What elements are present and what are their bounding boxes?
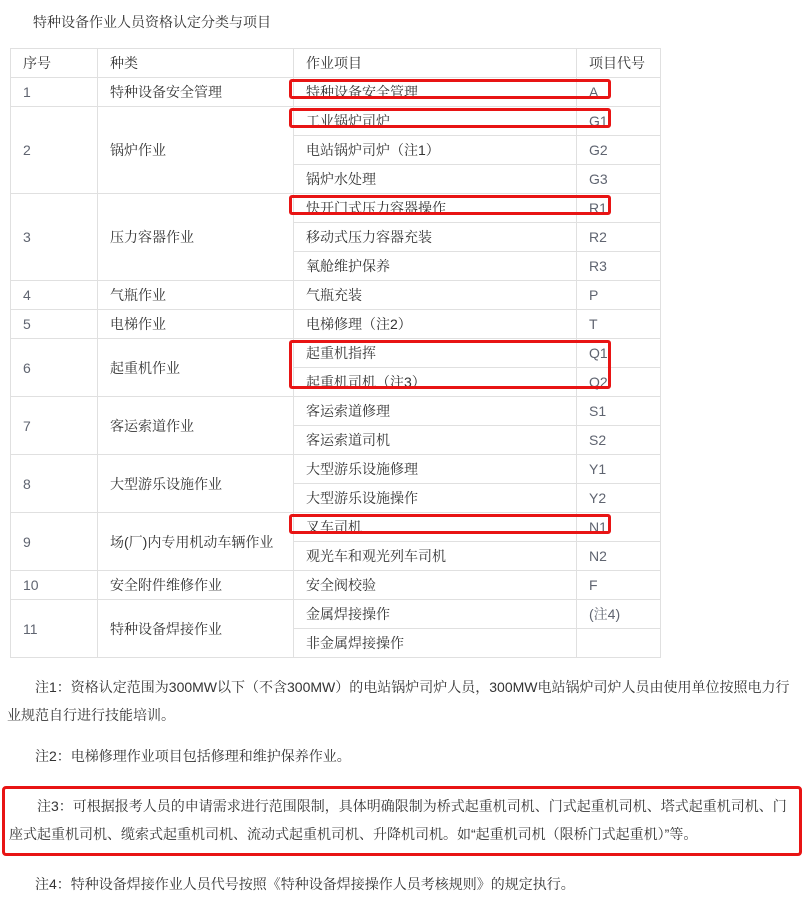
cell-project: 金属焊接操作 [294, 600, 577, 629]
header-seq-no: 序号 [11, 49, 98, 78]
note-text: 注2：电梯修理作业项目包括修理和维护保养作业。 [35, 748, 351, 764]
cell-code: (注4) [577, 600, 661, 629]
red-highlight-note-box [2, 786, 802, 856]
cell-seq-no: 2 [11, 107, 98, 194]
cell-project: 锅炉水处理 [294, 165, 577, 194]
note-text: 注1：资格认定范围为300MW以下（不含300MW）的电站锅炉司炉人员，300MW电站锅炉司炉人员由使用单位按照电力行业规范自行进行技能培训。 [7, 679, 790, 723]
cell-seq-no: 4 [11, 281, 98, 310]
cell-category: 电梯作业 [98, 310, 294, 339]
cell-project: 非金属焊接操作 [294, 629, 577, 658]
table-row [11, 600, 661, 629]
table-row [11, 339, 661, 368]
qualification-table [10, 48, 661, 658]
table-row [11, 107, 661, 136]
cell-code [577, 629, 661, 658]
cell-code: S1 [577, 397, 661, 426]
cell-code: G1 [577, 107, 661, 136]
cell-project: 客运索道修理 [294, 397, 577, 426]
cell-project: 起重机指挥 [294, 339, 577, 368]
cell-category: 特种设备安全管理 [98, 78, 294, 107]
table-header-row [11, 49, 661, 78]
cell-project: 气瓶充装 [294, 281, 577, 310]
cell-code: Q1 [577, 339, 661, 368]
red-highlight-box [289, 108, 611, 128]
cell-code: T [577, 310, 661, 339]
cell-seq-no: 5 [11, 310, 98, 339]
cell-seq-no: 1 [11, 78, 98, 107]
cell-code: Q2 [577, 368, 661, 397]
note-text: 注3：可根据报考人员的申请需求进行范围限制，具体明确限制为桥式起重机司机、门式起重机司机、塔式起重机司机、门座式起重机司机、缆索式起重机司机、流动式起重机司机、升降机司机。如“起重机司机（限桥门式起重机）”等。 [9, 798, 787, 842]
header-category: 种类 [98, 49, 294, 78]
header-project: 作业项目 [294, 49, 577, 78]
cell-project: 大型游乐设施操作 [294, 484, 577, 513]
cell-code: S2 [577, 426, 661, 455]
cell-seq-no: 10 [11, 571, 98, 600]
cell-code: R1 [577, 194, 661, 223]
cell-seq-no: 8 [11, 455, 98, 513]
table-row [11, 455, 661, 484]
cell-category: 安全附件维修作业 [98, 571, 294, 600]
red-highlight-box [289, 195, 611, 215]
cell-code: G2 [577, 136, 661, 165]
cell-code: A [577, 78, 661, 107]
cell-code: Y2 [577, 484, 661, 513]
cell-seq-no: 3 [11, 194, 98, 281]
cell-category: 客运索道作业 [98, 397, 294, 455]
table-row [11, 78, 661, 107]
cell-seq-no: 6 [11, 339, 98, 397]
cell-project: 快开门式压力容器操作 [294, 194, 577, 223]
table-row [11, 281, 661, 310]
cell-project: 叉车司机 [294, 513, 577, 542]
cell-category: 压力容器作业 [98, 194, 294, 281]
cell-code: G3 [577, 165, 661, 194]
page-title: 特种设备作业人员资格认定分类与项目 [33, 14, 271, 30]
cell-category: 气瓶作业 [98, 281, 294, 310]
cell-seq-no: 7 [11, 397, 98, 455]
cell-project: 观光车和观光列车司机 [294, 542, 577, 571]
cell-project: 客运索道司机 [294, 426, 577, 455]
red-highlight-box [289, 514, 611, 534]
cell-code: F [577, 571, 661, 600]
cell-project: 氧舱维护保养 [294, 252, 577, 281]
cell-project: 起重机司机（注3） [294, 368, 577, 397]
cell-category: 起重机作业 [98, 339, 294, 397]
cell-project: 电梯修理（注2） [294, 310, 577, 339]
cell-category: 特种设备焊接作业 [98, 600, 294, 658]
table-row [11, 397, 661, 426]
red-highlight-box [289, 79, 611, 99]
cell-code: R2 [577, 223, 661, 252]
cell-seq-no: 9 [11, 513, 98, 571]
cell-project: 大型游乐设施修理 [294, 455, 577, 484]
cell-category: 大型游乐设施作业 [98, 455, 294, 513]
note-text: 注4：特种设备焊接作业人员代号按照《特种设备焊接操作人员考核规则》的规定执行。 [35, 876, 575, 892]
cell-code: N1 [577, 513, 661, 542]
cell-category: 场(厂)内专用机动车辆作业 [98, 513, 294, 571]
cell-seq-no: 11 [11, 600, 98, 658]
table-row [11, 571, 661, 600]
cell-project: 工业锅炉司炉 [294, 107, 577, 136]
table-row [11, 310, 661, 339]
cell-category: 锅炉作业 [98, 107, 294, 194]
table-row [11, 194, 661, 223]
cell-project: 特种设备安全管理 [294, 78, 577, 107]
table-row [11, 513, 661, 542]
cell-code: R3 [577, 252, 661, 281]
header-code: 项目代号 [577, 49, 661, 78]
cell-code: Y1 [577, 455, 661, 484]
cell-project: 电站锅炉司炉（注1） [294, 136, 577, 165]
cell-code: N2 [577, 542, 661, 571]
cell-project: 移动式压力容器充装 [294, 223, 577, 252]
cell-code: P [577, 281, 661, 310]
notes-section [7, 660, 797, 911]
cell-project: 安全阀校验 [294, 571, 577, 600]
